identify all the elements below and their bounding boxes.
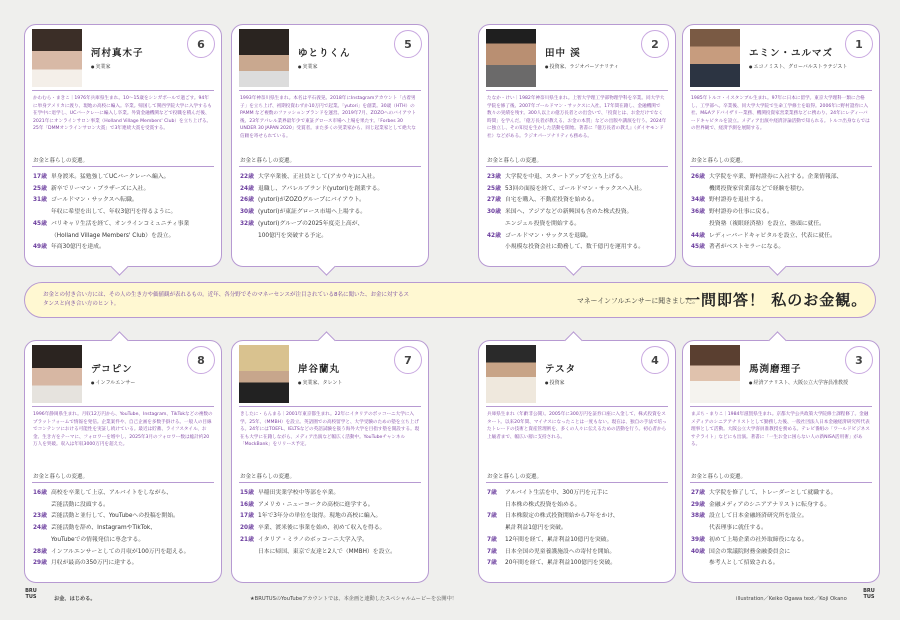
timeline-item: 21歳 イタリア・ミラノのボッコーニ大学入学。 bbox=[240, 536, 368, 543]
rank-badge: 4 bbox=[641, 346, 669, 374]
band-subtitle: マネーインフルエンサーに聞きました。 bbox=[577, 297, 700, 305]
speech-tail bbox=[317, 331, 335, 349]
timeline-item: 23歳 大学院を中退、スタートアップを立ち上げる。 bbox=[487, 174, 627, 180]
section-label: お金と暮らしの変遷。 bbox=[33, 158, 89, 164]
person-role: ● インフルエンサー bbox=[91, 379, 135, 386]
timeline-item: 26歳 (yutori)がZOZOグループにバイアウト。 bbox=[240, 197, 365, 204]
speech-tail bbox=[564, 331, 582, 349]
profile-card-4 bbox=[682, 24, 880, 267]
divider bbox=[690, 482, 872, 483]
timeline-item: 17歳 単身渡米。猛勉強してUCバークレーへ編入。 bbox=[33, 174, 170, 180]
speech-tail bbox=[768, 257, 786, 275]
timeline-item: 27歳 自宅を購入、不動産投資を始める。 bbox=[487, 197, 598, 204]
timeline-item: 機関投資家営業部などで経験を積む。 bbox=[709, 185, 808, 192]
timeline-item: エンジェル投資を開始する。 bbox=[505, 220, 581, 227]
person-name: テスタ bbox=[545, 364, 577, 375]
timeline-item: 日本株の株式投資を始める。 bbox=[505, 501, 581, 508]
timeline bbox=[691, 172, 873, 254]
speech-tail bbox=[317, 257, 335, 275]
timeline-item: 累計利益1億円を突破。 bbox=[505, 525, 567, 532]
timeline-item: 24歳 芸能活動を辞め、InstagramやTikTok、 bbox=[33, 525, 157, 532]
section-label: お金と暮らしの変遷。 bbox=[487, 474, 543, 480]
timeline-item: 30歳 (yutori)が東証グロース市場へ上場する。 bbox=[240, 209, 367, 216]
timeline-item: 7歳 20年間を経て、累計利益100億円を突破。 bbox=[487, 560, 617, 567]
timeline-item: 27歳 大学院を修了して、トレーダーとして就職する。 bbox=[691, 490, 837, 496]
portrait-photo bbox=[690, 345, 740, 403]
speech-tail bbox=[110, 331, 128, 349]
divider bbox=[239, 482, 421, 483]
rank-badge: 8 bbox=[187, 346, 215, 374]
section-label: お金と暮らしの変遷。 bbox=[691, 474, 747, 480]
timeline-item: 38歳 設立して日本金融経済研究所を設立。 bbox=[691, 513, 808, 520]
timeline bbox=[240, 488, 422, 558]
section-label: お金と暮らしの変遷。 bbox=[691, 158, 747, 164]
divider bbox=[690, 90, 872, 91]
speech-tail bbox=[768, 331, 786, 349]
person-role: ● 実業家 bbox=[91, 63, 111, 70]
footer-credits: illustration／Keiko Ogawa text／Koji Okano bbox=[736, 596, 847, 602]
timeline-item: 28歳 インフルエンサーとしての月収が100万円を超える。 bbox=[33, 548, 190, 555]
timeline-item: 39歳 初めて上場企業の社外取締役になる。 bbox=[691, 536, 808, 543]
timeline-item: 7歳 日本全国の児童養護施設への寄付を開始。 bbox=[487, 548, 616, 555]
timeline-item: 31歳 ゴールドマン・サックスへ転職。 bbox=[33, 197, 138, 204]
timeline-item: 36歳 野村證券の仕事に戻る。 bbox=[691, 209, 773, 216]
person-role: ● 投資家、ラジオパーソナリティ bbox=[545, 63, 619, 70]
timeline-item: 16歳 高校を卒業して上京、アルバイトをしながら、 bbox=[33, 490, 173, 496]
divider bbox=[239, 90, 421, 91]
divider bbox=[486, 482, 668, 483]
person-name: デコピン bbox=[91, 364, 133, 375]
timeline-item: 24歳 退職し、アパレルブランド(yutori)を創業する。 bbox=[240, 185, 384, 192]
portrait-photo bbox=[486, 345, 536, 403]
person-role: ● 投資家 bbox=[545, 379, 565, 386]
divider bbox=[486, 166, 668, 167]
profile-card-8 bbox=[682, 340, 880, 583]
timeline-item: 22歳 大学卒業後、正社員として(アカウキ)に入社。 bbox=[240, 174, 379, 180]
person-role: ● エコノミスト、グローバルストラテジスト bbox=[749, 63, 847, 70]
portrait-photo bbox=[486, 29, 536, 87]
person-name: 田中 渓 bbox=[545, 48, 581, 59]
profile-card-6 bbox=[231, 340, 429, 583]
timeline-item: 26歳 大学院を卒業、野村證券に入社する。企業情報部、 bbox=[691, 174, 843, 180]
person-bio: きしたに・らんまる｜2001年東京都生まれ。22年にイタリアのボッコーニ大学に入学。25年、（MMBH）を設立。英語圏での高校留学と、大学受験のための塾を立ち上げる。24年にはTOEFL、IELTSなどの英語試験を扱う海外大学を目指す塾を開設する。現在も大学に在籍しながら、メディア出演など幅広く活動中。YouTubeチャンネル「MockBank」をリリース予定。 bbox=[240, 412, 420, 448]
profile-card-1 bbox=[24, 24, 222, 267]
timeline bbox=[691, 488, 873, 570]
rank-badge: 7 bbox=[394, 346, 422, 374]
person-role: ● 経済アナリスト、大阪公立大学客員准教授 bbox=[749, 379, 848, 386]
divider bbox=[32, 482, 214, 483]
brand-logo-right: BRUTUS bbox=[863, 588, 875, 600]
person-name: 馬渕磨理子 bbox=[749, 364, 802, 375]
rank-badge: 1 bbox=[845, 30, 873, 58]
divider bbox=[32, 90, 214, 91]
rank-badge: 6 bbox=[187, 30, 215, 58]
person-bio: かわむら・まきこ｜1976年兵庫県生まれ。10〜15歳をシンガポールで過ごす。94年に単身アメリカに渡り、現地の高校に編入。卒業。帰国して関西学院大学に入学するも在学中に退学し、UCバークレーに編入し卒業。外資金融機関などで役職を積んだ後、2021年にオンラインサロン事業（Holland Village Members' Club）を立ち上げる。25年「DMMオンラインサロン大賞」で3年連続大賞を受賞する。 bbox=[33, 96, 212, 132]
timeline-item: 49歳 年商30億円を達成。 bbox=[33, 244, 105, 251]
divider bbox=[690, 166, 872, 167]
speech-tail bbox=[110, 257, 128, 275]
timeline-item: （Holland Village Members' Club）を設立。 bbox=[51, 232, 175, 239]
timeline-item: 年収に希望を出して、年収3億円を得るように。 bbox=[51, 209, 177, 216]
intro-text: お金との付き合い方には、その人の生き方や価値観が表れるもの。近年、各分野でそのマネーセンスが注目されている8名に聞いた、お金に対するスタンスと向き合い方のヒント。 bbox=[43, 292, 410, 307]
person-bio: まぶち・まりこ｜1984年滋賀県生まれ。京都大学公共政策大学院修士課程修了。金融メディアのシニアアナリストとして勤務した後、一般社団法人日本金融経済研究所代表理事として活動。大阪公立大学客員准教授を務める。テレビ番組の「ワールドビジネスサテライト」などにも出演。著書に「一生お金に困らない人の新NISA活用術」がある。 bbox=[691, 412, 870, 448]
divider bbox=[486, 406, 668, 407]
portrait-photo bbox=[32, 345, 82, 403]
timeline-item: 34歳 野村證券を退社する。 bbox=[691, 197, 767, 204]
person-bio: 1993年神奈川県生まれ。本名は平石義晃。2018年にInstagramアカウント「古着男子」を立ち上げ、初期投資わずか10万円で起業。「yutori」を創業。30歳（HTH）のPAMM など複数のファッションブランドを運営。2019年7月、ZOZOへのバイアウト後、23年アパレル業界最年少で東証グロース市場へ上場を果たす。「Forbes 30 UNDER 30 JAPAN 2020」受賞者。また多くの実業家から、同じ起業家として絶大な信頼を寄せられている。 bbox=[240, 96, 417, 139]
timeline bbox=[487, 172, 669, 254]
divider bbox=[486, 90, 668, 91]
timeline-item: 代表理事に就任する。 bbox=[709, 525, 767, 532]
timeline-item: 日本に帰国、東京で友達と2人で（MMBH）を設立。 bbox=[258, 548, 396, 555]
timeline-item: 30歳 米国へ、アジアなどの新興国も含めた株式投資。 bbox=[487, 209, 633, 216]
timeline-item: 16歳 アメリカ・ニューヨークの高校に進学する。 bbox=[240, 501, 374, 508]
brand-logo-left: BRUTUS bbox=[25, 588, 37, 600]
divider bbox=[690, 406, 872, 407]
footer-note: ★BRUTUSのYouTubeアカウントでは、本企画と連動したスペシャルムービーを公開中！ bbox=[250, 596, 457, 602]
person-bio: たなか・けい｜1982年神奈川県生まれ。上智大学理工学部物理学科を卒業。同大学大学院を修了後、2007年ゴールドマン・サックスに入社。17年間在籍し、金融機関で数々の実績を残す。300人以上の億万長者との出会いで、「投資とは、お金だけでなく時間」を学んだ。「億万長者が教える、お金の本質」などの出版や講演を行う。2024年に独立し、その知見を生かした活動を開始。著書に『億万長者の教え』（ダイヤモンド社）などがある。ラジオパーソナリティも務める。 bbox=[487, 96, 667, 139]
person-role: ● 実業家 bbox=[298, 63, 318, 70]
section-label: お金と暮らしの変遷。 bbox=[33, 474, 89, 480]
timeline-item: 29歳 月収が最高の350万円に達する。 bbox=[33, 560, 138, 567]
person-name: エミン・ユルマズ bbox=[749, 48, 834, 59]
profile-card-5 bbox=[24, 340, 222, 583]
rank-badge: 3 bbox=[845, 346, 873, 374]
person-bio: 1996年静岡県生まれ。月収12万円から、YouTube、Instagram、TikTokなどの複数のプラットフォームで情報を発信。企業案件や、自己企画を多数手掛ける。一般人の目線でコンテンツにおける可能性を実証し続けている。最近は貯蓄、ライフスタイル、お金、生き方をテーマに、フォロワーを増やし、2025年3月のフォロワー数は総計約20万人を突破。収入は年収3000万円を超えた。 bbox=[33, 412, 213, 448]
timeline-item: 100億円を突破する予定。 bbox=[258, 232, 328, 239]
divider bbox=[239, 166, 421, 167]
person-name: 河村真木子 bbox=[91, 48, 144, 59]
timeline-item: 25歳 新卒でリーマン・ブラザーズに入社。 bbox=[33, 185, 150, 192]
timeline-item: 小規模な投資会社に勤務して、数千億円を運用する。 bbox=[505, 244, 645, 251]
section-label: お金と暮らしの変遷。 bbox=[240, 474, 296, 480]
portrait-photo bbox=[690, 29, 740, 87]
page-title: 一問即答！ 私のお金観。 bbox=[685, 291, 868, 309]
portrait-photo bbox=[32, 29, 82, 87]
timeline-item: 32歳 (yutori)グループの2025年度売上高が、 bbox=[240, 220, 364, 227]
timeline-item: 23歳 芸能活動と並行して、YouTubeへの投稿を開始。 bbox=[33, 513, 179, 520]
divider bbox=[32, 406, 214, 407]
timeline bbox=[240, 172, 422, 242]
timeline-item: 42歳 ゴールドマン・サックスを退職。 bbox=[487, 232, 592, 239]
timeline-item: 7歳 アルバイト生活を中、300万円を元手に bbox=[487, 490, 609, 496]
timeline-item: 参考人として招致される。 bbox=[709, 560, 779, 567]
profile-card-3 bbox=[478, 24, 676, 267]
timeline-item: YouTubeでの情報発信に専念する。 bbox=[51, 536, 145, 543]
headline-band bbox=[24, 282, 876, 318]
divider bbox=[239, 406, 421, 407]
footer-tagline: お金、はじめる。 bbox=[54, 596, 96, 602]
rank-badge: 5 bbox=[394, 30, 422, 58]
timeline-item: 20歳 卒業、渡米後に事業を始め、初めて収入を得る。 bbox=[240, 525, 386, 532]
timeline-item: 25歳 53回の面接を経て、ゴールドマン・サックスへ入社。 bbox=[487, 185, 646, 192]
person-bio: 1985年トルコ・イスタンブル生まれ。97年に日本に留学。東京大学理科一類に合格し、工学部へ。卒業後、同大学大学院で生命工学修士を取得。2006年に野村證券に入社、M&Aアドバイザリー業務、機関投資家営業業務などに携わり、24年にレディーバードキャピタルを設立。メディア出演や経済評論活動で知られる。トルコ出身ならではの世界観で、経済予測を展開する。 bbox=[691, 96, 870, 132]
rank-badge: 2 bbox=[641, 30, 669, 58]
person-role: ● 実業家、タレント bbox=[298, 379, 342, 386]
timeline bbox=[33, 172, 215, 254]
timeline-item: 17歳 1年で3年分の単位を取得。現地の高校に編入。 bbox=[240, 513, 382, 520]
timeline-item: 45歳 著者がベストセラーになる。 bbox=[691, 244, 785, 251]
portrait-photo bbox=[239, 29, 289, 87]
timeline-item: 15歳 早稲田実業学校中等部を卒業。 bbox=[240, 490, 340, 496]
timeline-item: 芸能活動に没頭する。 bbox=[51, 501, 109, 508]
profile-card-2 bbox=[231, 24, 429, 267]
timeline-item: 7歳 日本株限定の株式投資開始から7年をかけ、 bbox=[487, 513, 619, 520]
timeline-item: 45歳 バリキャリ生活を経て、オンラインコミュニティ事業 bbox=[33, 220, 190, 227]
portrait-photo bbox=[239, 345, 289, 403]
divider bbox=[32, 166, 214, 167]
person-name: ゆとりくん bbox=[298, 48, 351, 59]
section-label: お金と暮らしの変遷。 bbox=[240, 158, 296, 164]
timeline-item: 7歳 12年間を経て、累計利益10億円を突破。 bbox=[487, 536, 613, 543]
section-label: お金と暮らしの変遷。 bbox=[487, 158, 543, 164]
person-bio: 兵庫県生まれ（年齢非公開）。2005年に300万円を証券口座に入金して、株式投資をスタート。以来20年間、マイナスになったことは一度もない。現在は、独自の手法で培ったトレードの技術と資産管理術を、多くの人々に伝えるための活動を行う。初心者から上級者まで、幅広い層に支持される。 bbox=[487, 412, 667, 440]
timeline bbox=[487, 488, 669, 570]
timeline-item: 29歳 金融メディアのシニアアナリストに転身する。 bbox=[691, 501, 831, 508]
timeline-item: 投資塾（複眼経済塾）を設立、塾頭に就任。 bbox=[709, 220, 825, 227]
timeline-item: 44歳 レディーバードキャピタルを設立、代表に就任。 bbox=[691, 232, 836, 239]
person-name: 岸谷蘭丸 bbox=[298, 364, 341, 375]
profile-card-7 bbox=[478, 340, 676, 583]
timeline-item: 40歳 国会の衆議院財務金融委員会に bbox=[691, 548, 791, 555]
timeline bbox=[33, 488, 215, 570]
speech-tail bbox=[564, 257, 582, 275]
